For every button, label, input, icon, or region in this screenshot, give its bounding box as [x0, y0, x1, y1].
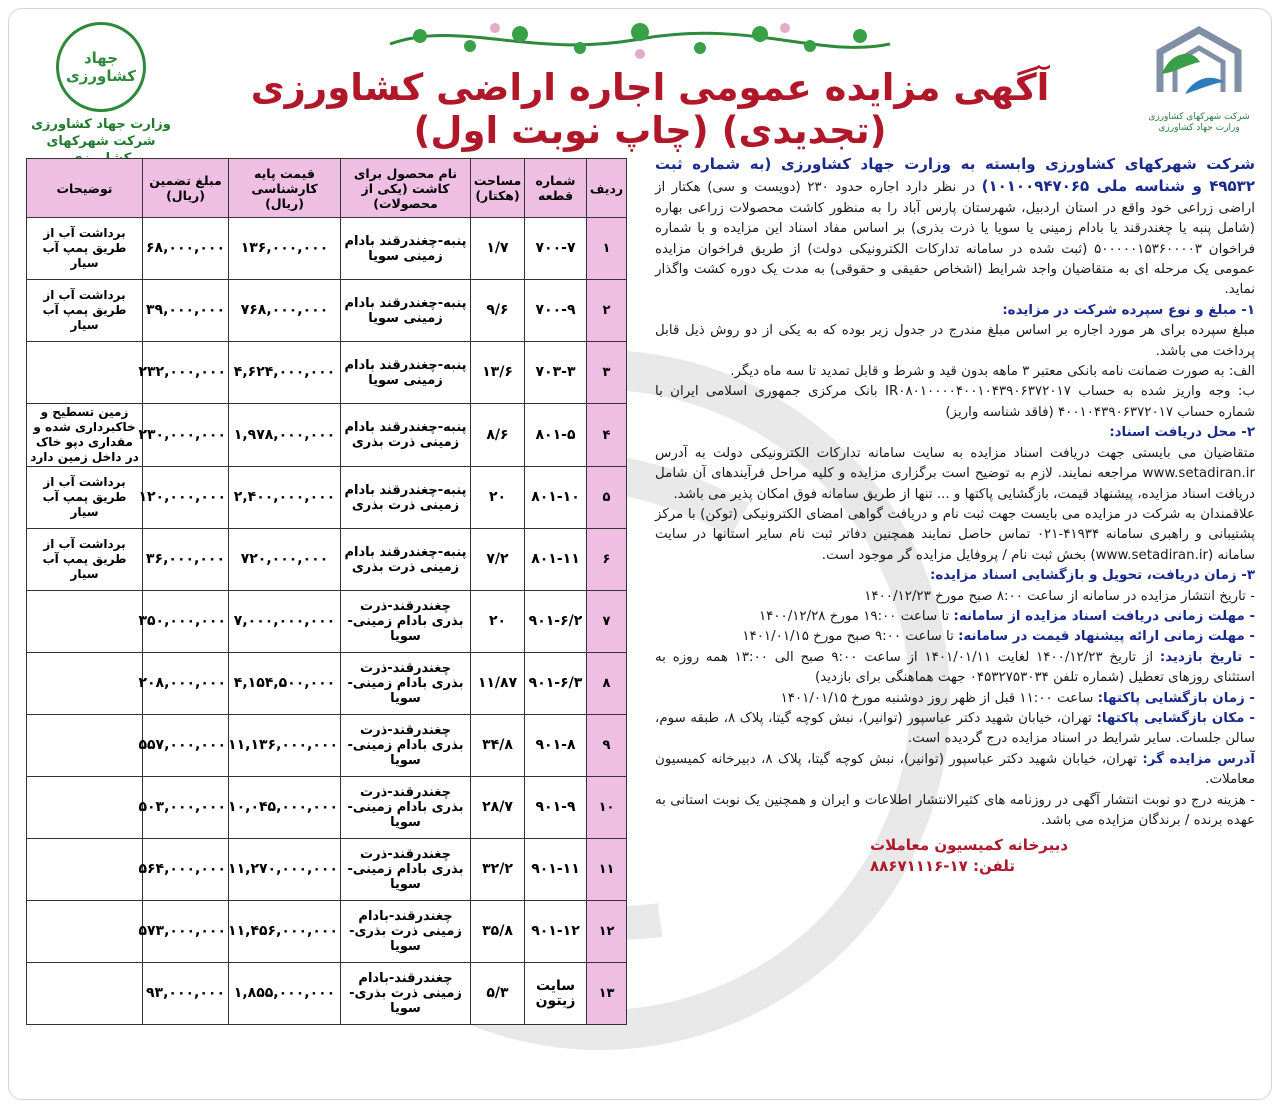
table-row [27, 715, 627, 777]
section-3-line-4: از تاریخ ۱۴۰۰/۱۲/۲۳ لغایت ۱۴۰۱/۰۱/۱۱ از ساعت ۹:۰۰ صبح الی ۱۳:۰۰ همه روزه به استثنای روزهای تعطیل (شماره تلفن ۰۴۵۳۲۷۵۳۰۳۴ جهت هماهنگی برای بازدید) [655, 649, 1255, 686]
cell-no: ۵ [587, 467, 627, 529]
cell-crop: چغندرقند-ذرت بذری بادام زمینی-سویا [341, 591, 471, 653]
cell-price: ۱۱,۴۵۶,۰۰۰,۰۰۰ [229, 901, 341, 963]
cell-area: ۳۴/۸ [471, 715, 525, 777]
cell-plot: ۸۰۱-۱۱ [525, 529, 587, 591]
cell-area: ۳۵/۸ [471, 901, 525, 963]
cell-deposit: ۶۸,۰۰۰,۰۰۰ [143, 218, 229, 280]
cell-deposit: ۵۶۴,۰۰۰,۰۰۰ [143, 839, 229, 901]
cell-deposit: ۳۶,۰۰۰,۰۰۰ [143, 529, 229, 591]
section-2-title: ۲- محل دریافت اسناد: [1109, 425, 1255, 441]
cell-no: ۴ [587, 404, 627, 467]
cell-crop: چغندرقند-ذرت بذری بادام زمینی-سویا [341, 839, 471, 901]
intro-heading: شرکت شهرکهای کشاورزی وابسته به وزارت جهاد کشاورزی (به شماره ثبت ۴۹۵۳۲ و شناسه ملی ۱۰۱۰۰۹۴۷۰۶۵) [655, 155, 1255, 196]
announcement-body [655, 154, 1255, 877]
cell-crop: پنبه-چغندرقند بادام زمینی ذرت بذری [341, 404, 471, 467]
cell-crop: چغندرقند-بادام زمینی ذرت بذری-سویا [341, 901, 471, 963]
cell-note [27, 839, 143, 901]
cell-area: ۸/۶ [471, 404, 525, 467]
cell-deposit: ۲۳۰,۰۰۰,۰۰۰ [143, 404, 229, 467]
cell-plot: ۹۰۱-۶/۳ [525, 653, 587, 715]
cell-note: برداشت آب از طریق پمپ آب سیار [27, 218, 143, 280]
cell-note: برداشت آب از طریق پمپ آب سیار [27, 529, 143, 591]
cell-note [27, 715, 143, 777]
ministry-logo [26, 22, 176, 152]
cell-note: برداشت آب از طریق پمپ آب سیار [27, 280, 143, 342]
cell-area: ۱۳/۶ [471, 342, 525, 404]
cell-note [27, 963, 143, 1025]
cell-note [27, 777, 143, 839]
col-header: توضیحات [27, 159, 143, 218]
cell-crop: چغندرقند-بادام زمینی ذرت بذری-سویا [341, 963, 471, 1025]
cell-price: ۷۶۸,۰۰۰,۰۰۰ [229, 280, 341, 342]
section-3-title: ۳- زمان دریافت، تحویل و بازگشایی اسناد مزایده: [929, 568, 1255, 584]
cell-no: ۹ [587, 715, 627, 777]
cost-note: - هزینه درج دو نوبت انتشار آگهی در روزنامه های کثیرالانتشار اطلاعات و ایران و همچنین یک نوبت استانی به عهده برنده / برندگان مزایده می باشد. [655, 792, 1255, 828]
emblem-text: جهاد کشاورزی [66, 49, 136, 85]
cell-price: ۴,۱۵۴,۵۰۰,۰۰۰ [229, 653, 341, 715]
table-row [27, 529, 627, 591]
section-1-title: ۱- مبلغ و نوع سپرده شرکت در مزایده: [1002, 302, 1255, 318]
table-row [27, 777, 627, 839]
cell-area: ۲۰ [471, 591, 525, 653]
col-header: قیمت پایه کارشناسی (ریال) [229, 159, 341, 218]
cell-crop: پنبه-چغندرقند بادام زمینی سویا [341, 280, 471, 342]
table-row [27, 839, 627, 901]
cell-deposit: ۳۵۰,۰۰۰,۰۰۰ [143, 591, 229, 653]
cell-deposit: ۲۳۲,۰۰۰,۰۰۰ [143, 342, 229, 404]
section-3-line-5: ساعت ۱۱:۰۰ قبل از ظهر روز دوشنبه مورخ ۱۴۰۱/۰۱/۱۵ [780, 690, 1094, 706]
cell-area: ۲۸/۷ [471, 777, 525, 839]
section-3-line-2: تا ساعت ۱۹:۰۰ مورخ ۱۴۰۰/۱۲/۲۸ [758, 608, 950, 624]
section-3-label-6: - مکان بازگشایی پاکتها: [1096, 710, 1255, 726]
section-3-label-3: - مهلت زمانی ارائه پیشنهاد قیمت در سامانه: [958, 629, 1255, 645]
cell-plot: ۸۰۱-۱۰ [525, 467, 587, 529]
cell-area: ۵/۳ [471, 963, 525, 1025]
table-row [27, 591, 627, 653]
cell-price: ۷,۰۰۰,۰۰۰,۰۰۰ [229, 591, 341, 653]
cell-deposit: ۱۲۰,۰۰۰,۰۰۰ [143, 467, 229, 529]
cell-note: برداشت آب از طریق پمپ آب سیار [27, 467, 143, 529]
ministry-name: وزارت جهاد کشاورزی شرکت شهرکهای [31, 117, 171, 149]
cell-no: ۲ [587, 280, 627, 342]
col-header: مبلغ تضمین (ریال) [143, 159, 229, 218]
cell-plot: ۷۰۳-۳ [525, 342, 587, 404]
cell-deposit: ۵۷۳,۰۰۰,۰۰۰ [143, 901, 229, 963]
auction-table [26, 158, 627, 1025]
cell-note [27, 653, 143, 715]
cell-plot: ۷۰۰-۷ [525, 218, 587, 280]
cell-crop: پنبه-چغندرقند بادام زمینی ذرت بذری [341, 529, 471, 591]
cell-area: ۱/۷ [471, 218, 525, 280]
cell-price: ۱,۸۵۵,۰۰۰,۰۰۰ [229, 963, 341, 1025]
cell-price: ۱۱,۱۳۶,۰۰۰,۰۰۰ [229, 715, 341, 777]
agri-towns-logo [1140, 22, 1258, 134]
section-3-label-5: - زمان بازگشایی پاکتها: [1097, 690, 1255, 706]
table-row [27, 467, 627, 529]
cell-no: ۸ [587, 653, 627, 715]
cell-no: ۱۲ [587, 901, 627, 963]
table-row [27, 218, 627, 280]
cell-price: ۱,۹۷۸,۰۰۰,۰۰۰ [229, 404, 341, 467]
vine-ornament-icon [380, 14, 900, 64]
table-row [27, 342, 627, 404]
col-header: شماره قطعه [525, 159, 587, 218]
signature-office: دبیرخانه کمیسیون معاملات [870, 836, 1069, 855]
cell-deposit: ۵۰۳,۰۰۰,۰۰۰ [143, 777, 229, 839]
address-text: تهران، خیابان شهید دکتر عباسپور (توانیر)، نبش کوچه گیتا، پلاک ۸، دبیرخانه کمیسیون معاملات. [655, 751, 1255, 788]
cell-crop: چغندرقند-ذرت بذری بادام زمینی-سویا [341, 777, 471, 839]
greenhouse-logo-icon [1140, 22, 1258, 102]
cell-deposit: ۵۵۷,۰۰۰,۰۰۰ [143, 715, 229, 777]
cell-crop: پنبه-چغندرقند بادام زمینی سویا [341, 218, 471, 280]
cell-plot: ۹۰۱-۸ [525, 715, 587, 777]
cell-area: ۱۱/۸۷ [471, 653, 525, 715]
intro-text: در نظر دارد اجاره حدود ۲۳۰ (دویست و سی) هکتار از اراضی زراعی خود واقع در استان اردبیل، شهرستان پارس آباد را به منظور کاشت محصولات زراعی بهاره (شامل پنبه یا چغندرقند یا بادام زمینی یا سویا یا ذرت بذری) بر اساس مفاد اسناد این مزایده و با شماره فراخوان ۵۰۰۰۰۰۱۵۳۶۰۰۰۰۳ (ثبت شده در سامانه تدارکات الکترونیکی دولت) از طریق فراخوان مزایده عمومی یک مرحله ای به متقاضیان واجد شرایط (اشخاص حقیقی و حقوقی) به مدت یک دوره کشت واگذار نماید. [655, 180, 1255, 298]
table-header-row [27, 159, 627, 218]
section-3-line-6: تهران، خیابان شهید دکتر عباسپور (توانیر)، نبش کوچه گیتا، پلاک ۸، طبقه سوم، سالن جلسات. سایر شرایط در اسناد مزایده درج گردیده است. [655, 710, 1255, 747]
cell-price: ۱۳۶,۰۰۰,۰۰۰ [229, 218, 341, 280]
cell-no: ۱۳ [587, 963, 627, 1025]
cell-area: ۳۲/۲ [471, 839, 525, 901]
cell-plot: ۹۰۱-۶/۲ [525, 591, 587, 653]
section-1-option-b: ب: وجه واریز شده به حساب IR۰۸۰۱۰۰۰۰۴۰۰۱۰۴۳۹۰۶۳۷۲۰۱۷ بانک مرکزی جمهوری اسلامی ایران با شماره حساب ۴۰۰۱۰۴۳۹۰۶۳۷۲۰۱۷ (فاقد شناسه واریز) [655, 384, 1255, 420]
cell-plot: ۹۰۱-۱۲ [525, 901, 587, 963]
logo-right-caption: شرکت شهرکهای کشاورزی وزارت جهاد کشاورزی [1148, 112, 1250, 133]
cell-plot: ۷۰۰-۹ [525, 280, 587, 342]
cell-no: ۶ [587, 529, 627, 591]
section-1-option-a: الف: به صورت ضمانت نامه بانکی معتبر ۳ ماهه بدون قید و شرط و قابل تمدید تا سه ماه دیگر. [730, 364, 1255, 380]
page-title: آگهی مزایده عمومی اجاره اراضی کشاورزی (تجدیدی) (چاپ نوبت اول) [250, 66, 1050, 152]
section-2-text: متقاضیان می بایستی جهت دریافت اسناد مزایده به سایت سامانه تدارکات الکترونیکی دولت به آدرس www.setadiran.ir مراجعه نمایند. لازم به توضیح است برگزاری مزایده و کلیه مراحل فرآیندهای آن شامل دریافت اسناد مزایده، پیشنهاد قیمت، بازگشایی پاکتها و ... تنها از طریق سامانه فوق امکان پذیر می باشد. [655, 445, 1255, 502]
cell-no: ۱۱ [587, 839, 627, 901]
section-3-label-4: - تاریخ بازدید: [1159, 649, 1255, 665]
cell-crop: چغندرقند-ذرت بذری بادام زمینی-سویا [341, 653, 471, 715]
cell-price: ۱۰,۰۴۵,۰۰۰,۰۰۰ [229, 777, 341, 839]
cell-crop: پنبه-چغندرقند بادام زمینی ذرت بذری [341, 467, 471, 529]
cell-deposit: ۹۳,۰۰۰,۰۰۰ [143, 963, 229, 1025]
cell-plot: ۹۰۱-۹ [525, 777, 587, 839]
cell-note [27, 591, 143, 653]
cell-note: زمین تسطیح و خاکبرداری شده و مقداری دپو خاک در داخل زمین دارد [27, 404, 143, 467]
cell-deposit: ۲۰۸,۰۰۰,۰۰۰ [143, 653, 229, 715]
cell-area: ۹/۶ [471, 280, 525, 342]
jahad-emblem-icon [56, 22, 146, 112]
section-2-text2: علاقمندان به شرکت در مزایده می بایست جهت ثبت نام و دریافت گواهی امضای الکترونیکی (توکن) با مرکز پشتیبانی و راهبری سامانه ۴۱۹۳۴-۰۲۱ تماس حاصل نمایند همچنین دفاتر ثبت نام سایر استانها در سایت سامانه (www.setadiran.ir) بخش ثبت نام / پروفایل مزایده گر موجود است. [655, 506, 1255, 563]
address-label: آدرس مزایده گر: [1142, 751, 1255, 767]
table-row [27, 653, 627, 715]
cell-plot: ۹۰۱-۱۱ [525, 839, 587, 901]
table-row [27, 280, 627, 342]
section-3-line-1: - تاریخ انتشار مزایده در سامانه از ساعت ۸:۰۰ صبح مورخ ۱۴۰۰/۱۲/۲۳ [864, 588, 1255, 604]
cell-plot: ۸۰۱-۵ [525, 404, 587, 467]
cell-crop: پنبه-چغندرقند بادام زمینی سویا [341, 342, 471, 404]
cell-no: ۱ [587, 218, 627, 280]
table-row [27, 901, 627, 963]
col-header: نام محصول برای کاشت (یکی از محصولات) [341, 159, 471, 218]
cell-price: ۴,۶۲۴,۰۰۰,۰۰۰ [229, 342, 341, 404]
cell-area: ۲۰ [471, 467, 525, 529]
table-row [27, 404, 627, 467]
cell-note [27, 901, 143, 963]
table-row [27, 963, 627, 1025]
col-header: ردیف [587, 159, 627, 218]
signature-phone: تلفن: ۱۷-۸۸۶۷۱۱۱۶ [870, 857, 1016, 876]
cell-crop: چغندرقند-ذرت بذری بادام زمینی-سویا [341, 715, 471, 777]
cell-area: ۷/۲ [471, 529, 525, 591]
cell-price: ۲,۴۰۰,۰۰۰,۰۰۰ [229, 467, 341, 529]
section-3-line-3: تا ساعت ۹:۰۰ صبح مورخ ۱۴۰۱/۰۱/۱۵ [742, 629, 954, 645]
cell-deposit: ۳۹,۰۰۰,۰۰۰ [143, 280, 229, 342]
section-1-text: مبلغ سپرده برای هر مورد اجاره بر اساس مبلغ مندرج در جدول زیر بوده که به یکی از دو روش ذیل قابل پرداخت می باشد. [655, 323, 1255, 359]
cell-plot: سایت زیتون [525, 963, 587, 1025]
cell-no: ۷ [587, 591, 627, 653]
section-3-label-2: - مهلت زمانی دریافت اسناد مزایده از سامانه: [953, 608, 1255, 624]
cell-no: ۱۰ [587, 777, 627, 839]
signature-block [655, 835, 1255, 877]
col-header: مساحت (هکتار) [471, 159, 525, 218]
cell-note [27, 342, 143, 404]
cell-price: ۱۱,۲۷۰,۰۰۰,۰۰۰ [229, 839, 341, 901]
cell-no: ۳ [587, 342, 627, 404]
cell-price: ۷۲۰,۰۰۰,۰۰۰ [229, 529, 341, 591]
